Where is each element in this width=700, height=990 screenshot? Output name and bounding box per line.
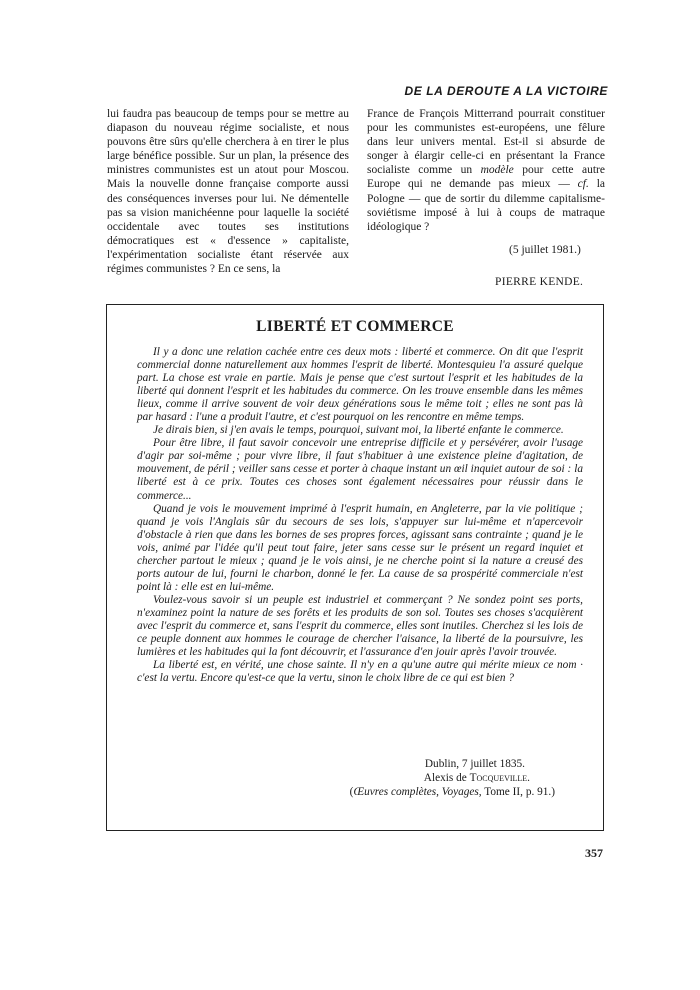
article-date: (5 juillet 1981.) xyxy=(509,244,581,256)
excerpt-paragraph: La liberté est, en vérité, une chose sainte. Il n'y en a qu'une autre qui mérite mieux ce nom · c'est la vertu. Encore qu'est-ce que la vertu, sinon le choix libre de ce qui est bien ? xyxy=(137,659,583,685)
excerpt-title: LIBERTÉ ET COMMERCE xyxy=(256,318,454,335)
article-left-column xyxy=(107,107,349,276)
running-header: DE LA DEROUTE A LA VICTOIRE xyxy=(404,84,608,98)
article-author: PIERRE KENDE. xyxy=(495,276,584,288)
excerpt-source: (Œuvres complètes, Voyages, Tome II, p. 91.) xyxy=(349,786,555,798)
right-column-text: France de François Mitterrand pourrait constituer pour les communistes est-européens, une fêlure dans leur univers mental. Est-il si absurde de songer à élargir celle-ci en présentant la France socialiste comme un modèle pour cette autre Europe qui ne demande pas mieux — cf. la Pologne — que de sortir du dilemme capitalisme-soviétisme imposé à lui à coups de matraque idéologique ? xyxy=(367,108,605,233)
excerpt-box xyxy=(106,304,604,831)
emphasis-modele: modèle xyxy=(480,164,514,177)
excerpt-paragraph: Quand je vois le mouvement imprimé à l'esprit humain, en Angleterre, par la vie politique ; quand je vois l'Anglais sûr du secours de ses lois, s'appuyer sur lui-même et n'apercevoir d'obstacle à rien que dans les bornes de ses propres forces, agissant sans contrainte ; quand je le vois, animé par l'idée qu'il peut tout faire, jeter sans cesse sur le présent un regard inquiet et chercher partout le mieux ; quand je le vois ainsi, je ne cherche point si la nature a creusé des ports autour de lui, fourni le charbon, donné le fer. La cause de sa prospérité commerciale n'est point là : elle est en lui-même. xyxy=(137,502,583,593)
excerpt-paragraph: Pour être libre, il faut savoir concevoir une entreprise difficile et y persévérer, avoir l'usage d'agir par soi-même ; pour vivre libre, il faut s'habituer à une existence pleine d'agitation, de mouvement, de péril ; veiller sans cesse et porter à chaque instant un œil inquiet autour de soi : la liberté est à ce prix. Toutes ces choses sont également nécessaires pour réussir dans le commerce... xyxy=(137,437,583,502)
excerpt-paragraph: Je dirais bien, si j'en avais le temps, pourquoi, suivant moi, la liberté enfante le commerce. xyxy=(153,424,564,437)
article-right-column xyxy=(367,107,605,234)
excerpt-paragraph: Il y a donc une relation cachée entre ces deux mots : liberté et commerce. On dit que l'esprit commercial donne naturellement aux hommes l'esprit de liberté. Montesquieu l'a assuré quelque part. La chose est vraie en partie. Mais je pense que c'est surtout l'esprit et les habitudes de la liberté qui donnent l'esprit et les habitudes du commerce. On les trouve ensemble dans les mêmes lieux, comme il arrive souvent de voir deux générations sous le même toit ; elles ne sont pas là par hasard : l'une a produit l'autre, et c'est pourquoi on les rencontre en même temps. xyxy=(137,346,583,424)
excerpt-place-date: Dublin, 7 juillet 1835. xyxy=(424,758,525,770)
page-number: 357 xyxy=(585,846,603,860)
excerpt-paragraph: Voulez-vous savoir si un peuple est industriel et commerçant ? Ne sondez point ses ports, n'examinez point la nature de ses forêts et les produits de son sol. Toutes ses choses s'acquièrent avec l'esprit du commerce et, sans l'esprit du commerce, elles sont inutiles. Cherchez si les lois de ce peuple donnent aux hommes le courage de chercher l'aisance, la liberté de la poursuivre, les lumières et les habitudes qui la font découvrir, et l'assurance d'en jouir après l'avoir trouvée. xyxy=(137,593,583,659)
left-column-text: lui faudra pas beaucoup de temps pour se mettre au diapason du nouveau régime socialiste, et nous pouvons être sûrs qu'elle cherchera à en tirer le plus large bénéfice possible. Sur un plan, la présence des ministres communistes est un atout pour Moscou. Mais la nouvelle donne française comporte aussi des conséquences inverses pour lui. Ne démentelle pas sa vision manichéenne pour laquelle la société occidentale avec toutes ses institutions démocratiques est « d'essence » capitaliste, l'expérimentation socialiste étant réservée aux régimes communistes ? En ce sens, la xyxy=(107,108,349,276)
excerpt-quote xyxy=(137,346,583,685)
emphasis-cf: cf. xyxy=(577,178,589,191)
excerpt-author: Alexis de Tocqueville. xyxy=(423,772,530,784)
